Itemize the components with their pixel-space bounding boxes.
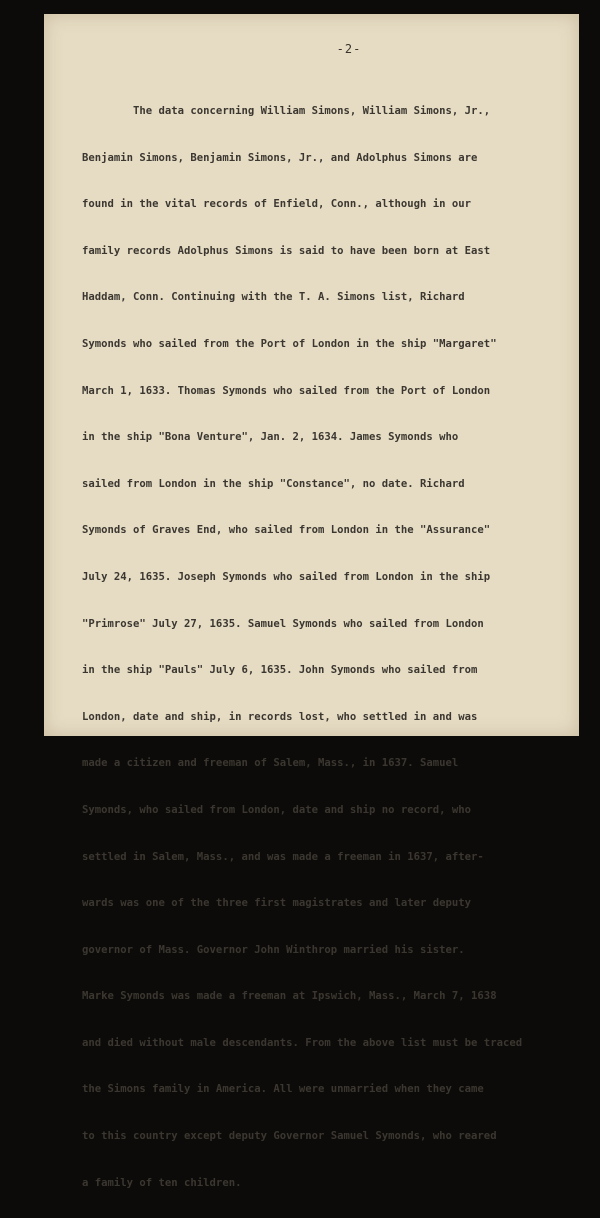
text-line: Symonds who sailed from the Port of London in the ship "Margaret" [82, 337, 497, 350]
text-line: Marke Symonds was made a freeman at Ipswich, Mass., March 7, 1638 [82, 990, 497, 1003]
text-line: wards was one of the three first magistrates and later deputy [82, 897, 472, 910]
text-line: family records Adolphus Simons is said to have been born at East [82, 244, 491, 257]
text-line: July 24, 1635. Joseph Symonds who sailed from London in the ship [82, 570, 491, 583]
text-line: found in the vital records of Enfield, Conn., although in our [82, 198, 472, 211]
text-line: March 1, 1633. Thomas Symonds who sailed from the Port of London [82, 384, 491, 397]
text-line: sailed from London in the ship "Constance", no date. Richard [82, 477, 465, 490]
text-line: Haddam, Conn. Continuing with the T. A. Simons list, Richard [82, 291, 465, 304]
text-line: "Primrose" July 27, 1635. Samuel Symonds who sailed from London [82, 617, 484, 630]
body-text [82, 76, 562, 1218]
text-line: London, date and ship, in records lost, who settled in and was [82, 710, 478, 723]
text-line: made a citizen and freeman of Salem, Mass., in 1637. Samuel [82, 757, 459, 770]
text-line: Symonds of Graves End, who sailed from London in the "Assurance" [82, 524, 491, 537]
page-number: -2- [336, 42, 362, 56]
text-line: in the ship "Pauls" July 6, 1635. John Symonds who sailed from [82, 664, 478, 677]
text-line: the Simons family in America. All were unmarried when they came [82, 1083, 484, 1096]
text-line: and died without male descendants. From the above list must be traced [82, 1036, 523, 1049]
text-line: to this country except deputy Governor Samuel Symonds, who reared [82, 1130, 497, 1143]
typewritten-page [44, 14, 579, 1189]
text-line: The data concerning William Simons, William Simons, Jr., [82, 105, 491, 117]
text-line: a family of ten children. [82, 1176, 242, 1189]
text-line: in the ship "Bona Venture", Jan. 2, 1634. James Symonds who [82, 431, 459, 444]
text-line: governor of Mass. Governor John Winthrop married his sister. [82, 943, 465, 956]
text-line: Benjamin Simons, Benjamin Simons, Jr., and Adolphus Simons are [82, 151, 478, 164]
text-line: settled in Salem, Mass., and was made a freeman in 1637, after- [82, 850, 484, 863]
text-line: Symonds, who sailed from London, date and ship no record, who [82, 803, 472, 816]
